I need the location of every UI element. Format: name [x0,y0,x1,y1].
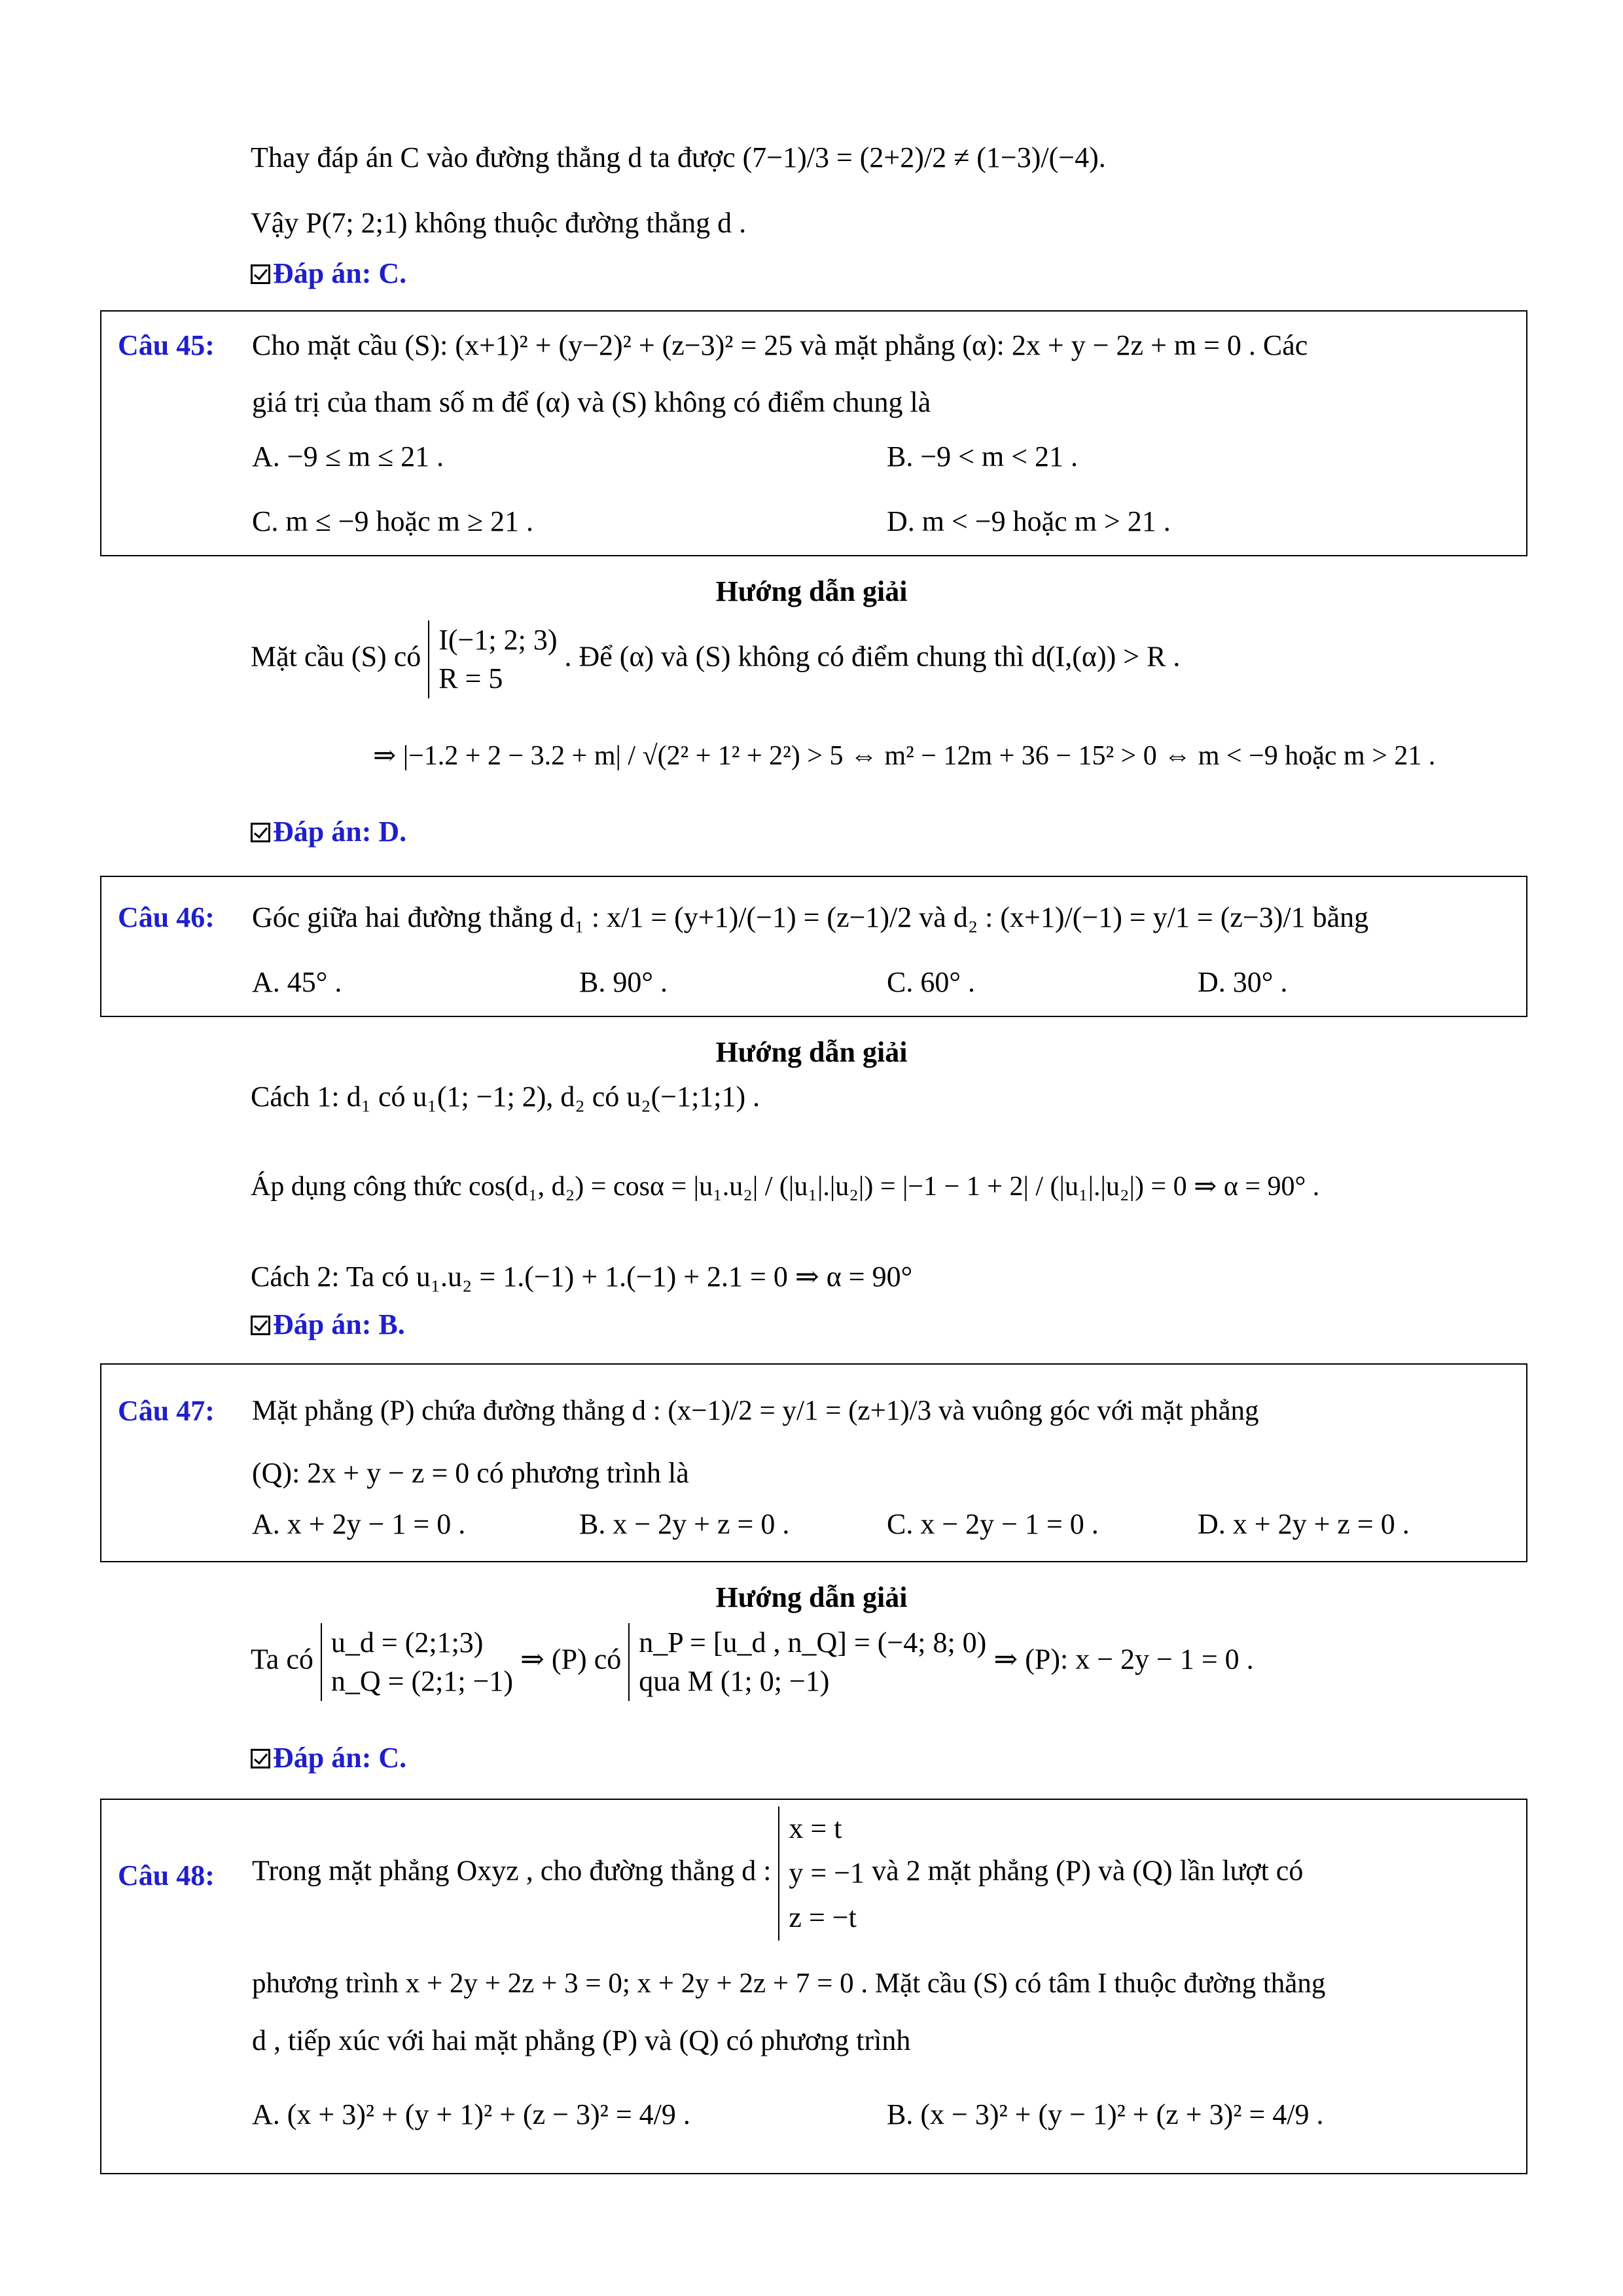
answer-47: Đáp án: C. [251,1741,406,1776]
system-brace: x = t y = −1 z = −t [778,1806,865,1941]
option-c: C. x − 2y − 1 = 0 . [887,1508,1099,1540]
question-text-continued: d , tiếp xúc với hai mặt phẳng (P) và (Q) có phương trình [252,2024,911,2056]
question-45-box [100,310,1527,556]
solution-46-line-3: Cách 2: Ta có u₁.u₂ = 1.(−1) + 1.(−1) + 2.1 = 0 ⇒ α = 90° [251,1261,913,1293]
option-c: C. 60° . [887,966,975,998]
question-text: Trong mặt phẳng Oxyz , cho đường thẳng d : x = t y = −1 z = −t và 2 mặt phẳng (P) và (Q) lần lượt có [252,1806,1303,1941]
solution-46-line-2: Áp dụng công thức cos(d₁, d₂) = cosα = |u₁.u₂| / (|u₁|.|u₂|) = |−1 − 1 + 2| / (|u₁|.|u₂|) = 0 ⇒ α = 90° . [251,1172,1320,1202]
checkbox-icon [251,1749,270,1768]
system-brace: I(−1; 2; 3) R = 5 [428,620,557,698]
option-d: D. x + 2y + z = 0 . [1198,1508,1410,1540]
question-text-continued: (Q): 2x + y − z = 0 có phương trình là [252,1457,689,1489]
solution-heading-47: Hướng dẫn giải [715,1581,908,1613]
question-label: Câu 45: [118,329,215,361]
system-brace: u_d = (2;1;3) n_Q = (2;1; −1) [321,1623,513,1701]
solution-heading-45: Hướng dẫn giải [715,575,908,607]
question-48-box [100,1799,1527,2174]
checkbox-icon [251,264,270,284]
option-b: B. 90° . [579,966,668,998]
question-label: Câu 47: [118,1395,215,1427]
option-a: A. −9 ≤ m ≤ 21 . [252,440,444,473]
question-label: Câu 46: [118,901,215,933]
option-b: B. (x − 3)² + (y − 1)² + (z + 3)² = 4/9 . [887,2098,1324,2130]
option-a: A. x + 2y − 1 = 0 . [252,1508,466,1540]
option-b: B. −9 < m < 21 . [887,440,1079,473]
question-text: Mặt phẳng (P) chứa đường thẳng d : (x−1)/2 = y/1 = (z+1)/3 và vuông góc với mặt phẳng [252,1395,1259,1426]
question-47-box [100,1363,1527,1562]
top-line-1: Thay đáp án C vào đường thẳng d ta được (7−1)/3 = (2+2)/2 ≠ (1−3)/(−4). [251,141,1106,173]
system-brace: n_P = [u_d , n_Q] = (−4; 8; 0) qua M (1; 0; −1) [628,1623,986,1701]
solution-47-line-1: Ta có u_d = (2;1;3) n_Q = (2;1; −1) ⇒ (P) có n_P = [u_d , n_Q] = (−4; 8; 0) qua M (1; 0; −1) ⇒ (P): x − 2y − 1 = 0 . [251,1623,1254,1701]
option-a: A. (x + 3)² + (y + 1)² + (z − 3)² = 4/9 . [252,2098,690,2130]
option-d: D. 30° . [1198,966,1288,998]
question-text: Góc giữa hai đường thẳng d₁ : x/1 = (y+1)/(−1) = (z−1)/2 và d₂ : (x+1)/(−1) = y/1 = (z−3)/1 bằng [252,901,1369,933]
question-46-box [100,876,1527,1017]
option-d: D. m < −9 hoặc m > 21 . [887,505,1171,537]
solution-45-line-1: Mặt cầu (S) có I(−1; 2; 3) R = 5 . Để (α) và (S) không có điểm chung thì d(I,(α)) > R . [251,620,1180,698]
top-answer: Đáp án: C. [251,257,406,291]
solution-45-line-2: ⇒ |−1.2 + 2 − 3.2 + m| / √(2² + 1² + 2²) > 5 ⇔ m² − 12m + 36 − 15² > 0 ⇔ m < −9 hoặc m > 21 . [373,741,1436,771]
answer-45: Đáp án: D. [251,815,406,850]
question-text-continued: giá trị của tham số m để (α) và (S) không có điểm chung là [252,386,931,418]
checkbox-icon [251,823,270,842]
top-line-2: Vậy P(7; 2;1) không thuộc đường thẳng d . [251,207,747,239]
question-label: Câu 48: [118,1859,215,1892]
checkbox-icon [251,1316,270,1335]
option-b: B. x − 2y + z = 0 . [579,1508,790,1540]
option-c: C. m ≤ −9 hoặc m ≥ 21 . [252,505,533,537]
solution-heading-46: Hướng dẫn giải [715,1036,908,1068]
question-text: Cho mặt cầu (S): (x+1)² + (y−2)² + (z−3)² = 25 và mặt phẳng (α): 2x + y − 2z + m = 0 . Các [252,329,1308,361]
answer-46: Đáp án: B. [251,1308,405,1342]
solution-46-line-1: Cách 1: d₁ có u₁(1; −1; 2), d₂ có u₂(−1;1;1) . [251,1081,760,1113]
question-text-continued: phương trình x + 2y + 2z + 3 = 0; x + 2y + 2z + 7 = 0 . Mặt cầu (S) có tâm I thuộc đường thẳng [252,1968,1326,1999]
option-a: A. 45° . [252,966,342,998]
